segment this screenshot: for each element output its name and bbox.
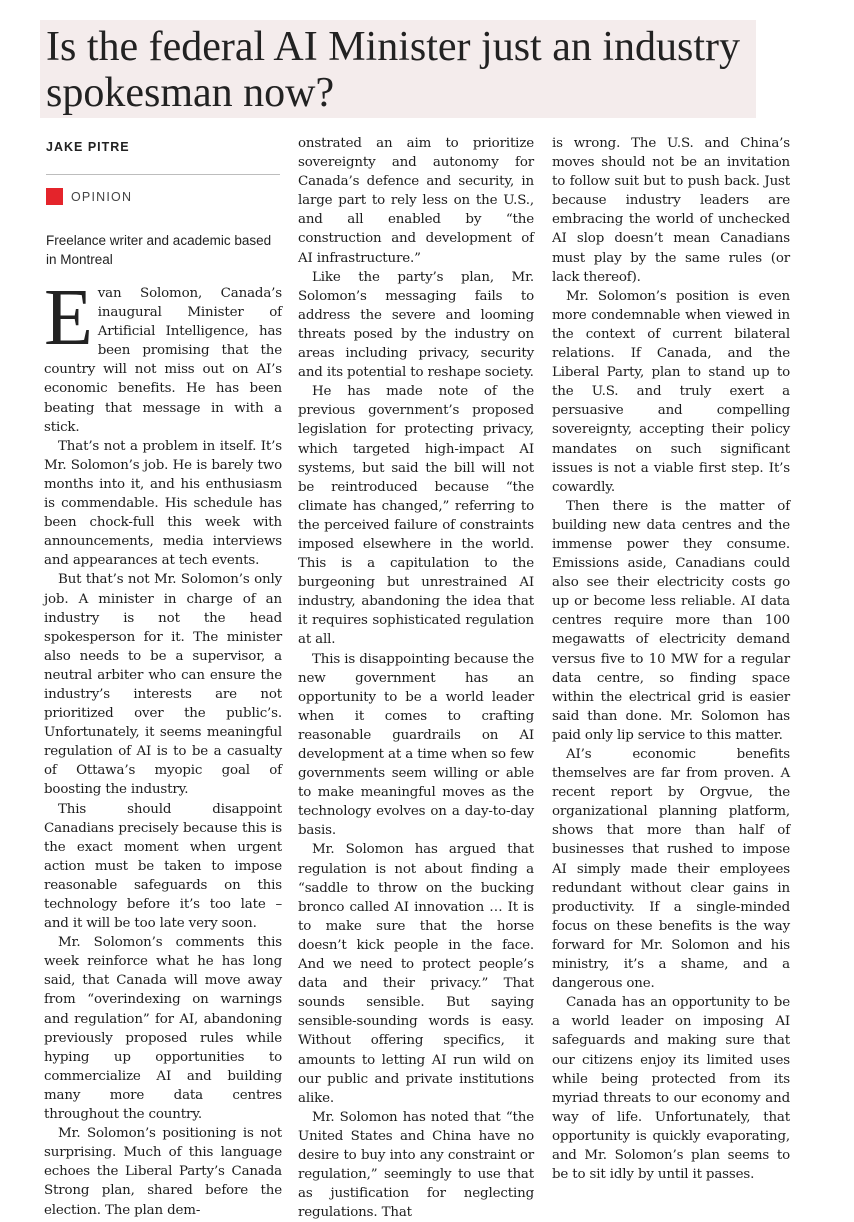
paragraph: AI’s economic benefits themselves are far from proven. A recent report by Orgvue, the organizational planning platform, shows that more than half of businesses that rushed to impose AI simply made their employees redundant without clear gains in productivity. If a single-minded focus on these benefits is the way forward for Mr. Solomon and his ministry, it’s a shame, and a dangerous one.	[552, 747, 790, 992]
paragraph: Mr. Solomon’s positioning is not surprising. Much of this language echoes the Liberal Party’s Canada Strong plan, shared before the election. The plan dem-	[44, 1126, 282, 1218]
paragraph: But that’s not Mr. Solomon’s only job. A minister in charge of an industry is not the head spokesperson for it. The minister also needs to be a supervisor, a neutral arbiter who can ensure the industry’s interests are not prioritized over the public’s. Unfortunately, it seems meaningful regulation of AI is to be a casualty of Ottawa’s myopic goal of boosting the industry.	[44, 572, 282, 798]
paragraph: This should disappoint Canadians precisely because this is the exact moment when urgent action must be taken to impose reasonable safeguards on this technology before it’s too late – and it will be too late very soon.	[44, 801, 282, 932]
byline-divider	[46, 174, 280, 175]
section-tag	[46, 188, 132, 205]
author-bio: Freelance writer and academic based in Montreal	[46, 233, 272, 267]
paragraph: That’s not a problem in itself. It’s Mr. Solomon’s job. He is barely two months into it, and his enthusiasm is commendable. His schedule has been chock-full this week with announcements, media interviews and appearances at tech events.	[44, 438, 282, 569]
paragraph: Mr. Solomon has argued that regulation is not about finding a “saddle to throw on the bucking bronco called AI innovation … It is to make sure that the horse doesn’t kick people in the face. And we need to protect people’s data and their privacy.” That sounds sensible. But saying sensible-sounding words is easy. Without offering specifics, it amounts to letting AI run wild on our public and private institutions alike.	[298, 842, 534, 1106]
column-3	[552, 134, 790, 1184]
drop-cap: E	[44, 274, 93, 362]
author-byline: JAKE PITRE	[46, 140, 130, 154]
column-2	[298, 134, 534, 1222]
paragraph: Mr. Solomon’s comments this week reinforce what he has long said, that Canada will move away from “overindexing on warnings and regulation” for AI, abandoning previously proposed rules while hyping up opportunities to commercialize AI and building many more data centres throughout the country.	[44, 935, 282, 1123]
paragraph: Mr. Solomon’s position is even more condemnable when viewed in the context of current bilateral relations. If Canada, and the Liberal Party, plan to stand up to the U.S. and truly exert a persuasive and compelling sovereignty, accepting their policy mandates on such significant issues is not a viable first step. It’s cowardly.	[552, 288, 790, 495]
section-label: OPINION	[71, 189, 133, 204]
paragraph-continued: is wrong. The U.S. and China’s moves should not be an invitation to follow suit but to push back. Just because industry leaders are embracing the world of unchecked AI slop doesn’t mean Canadians must play by the same rules (or lack thereof).	[552, 136, 790, 285]
lead-text: van Solomon, Canada’s inaugural Minister of Artificial Intelligence, has been promising that the country will not miss out on AI’s economic benefits. He has been beating that message in with a stick.	[44, 286, 282, 435]
paragraph: This is disappointing because the new government has an opportunity to be a world leader when it comes to crafting reasonable guardrails on AI development at a time when so few governments seem willing or able to make meaningful moves as the technology evolves on a day-to-day basis.	[298, 651, 534, 839]
opinion-square-icon	[46, 188, 63, 205]
paragraph: Mr. Solomon has noted that “the United States and China have no desire to buy into any constraint or regulation,” seemingly to use that as justification for neglecting regulations. That	[298, 1109, 534, 1221]
article-headline: Is the federal AI Minister just an industry spokesman now?	[46, 24, 741, 116]
paragraph-continued: onstrated an aim to prioritize sovereignty and autonomy for Canada’s defence and security, in large part to rely less on the U.S., and all enabled by “the construction and development of AI infrastructure.”	[298, 136, 534, 266]
lead-paragraph	[44, 274, 282, 437]
paragraph: Canada has an opportunity to be a world leader on imposing AI safeguards and making sure that our citizens enjoy its limited uses while being protected from its myriad threats to our economy and way of life. Unfortunately, that opportunity is quickly evaporating, and Mr. Solomon’s plan seems to be to sit idly by until it passes.	[552, 995, 790, 1183]
paragraph: He has made note of the previous government’s proposed legislation for protecting privacy, which targeted high-impact AI systems, but said the bill will not be reintroduced because “the climate has changed,” referring to the perceived failure of constraints imposed elsewhere in the world. This is a capitulation to the burgeoning but unrestrained AI industry, abandoning the idea that it requires sophisticated regulation at all.	[298, 384, 534, 648]
paragraph: Like the party’s plan, Mr. Solomon’s messaging fails to address the severe and looming threats posed by the industry on areas including privacy, security and its potential to reshape society.	[298, 269, 534, 381]
column-1	[44, 274, 282, 1220]
paragraph: Then there is the matter of building new data centres and the immense power they consume. Emissions aside, Canadians could also see their electricity costs go up or become less reliable. AI data centres require more than 100 megawatts of electricity demand versus five to 10 MW for a regular data centre, so finding space within the electrical grid is easier said than done. Mr. Solomon has paid only lip service to this matter.	[552, 498, 790, 743]
